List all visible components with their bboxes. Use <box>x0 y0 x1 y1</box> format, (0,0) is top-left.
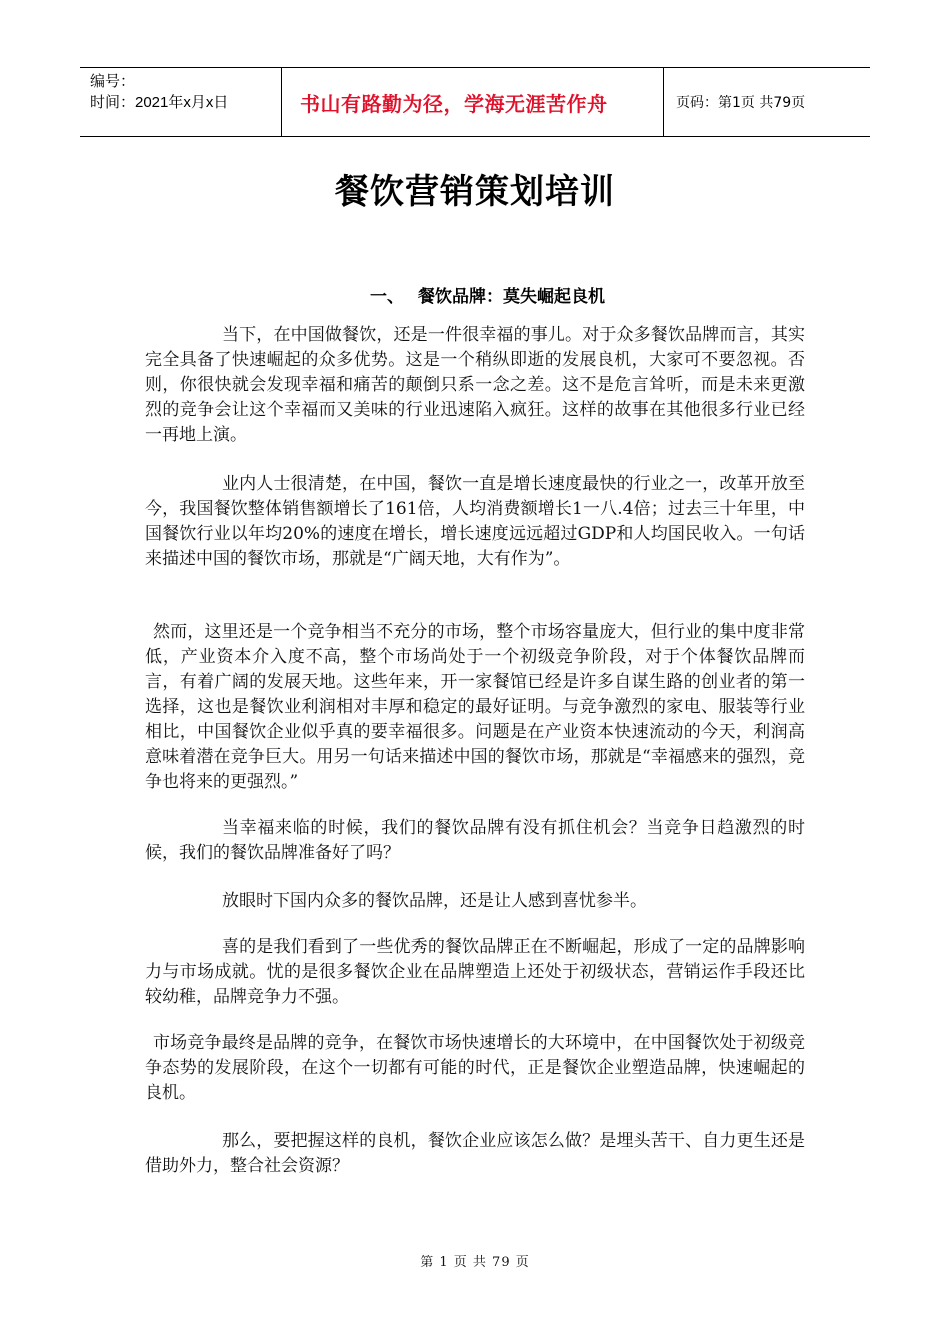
document-title: 餐饮营销策划培训 <box>335 172 615 212</box>
section-title-text: 餐饮品牌：莫失崛起良机 <box>418 287 605 307</box>
page-footer: 第 1 页 共 79 页 <box>420 1255 530 1270</box>
paragraph-6: 喜的是我们看到了一些优秀的餐饮品牌正在不断崛起，形成了一定的品牌影响力与市场成就。忧的是很多餐饮企业在品牌塑造上还处于初级状态，营销运作手段还比较幼稚，品牌竞争力不强。 <box>145 937 805 1007</box>
header-motto-cell <box>282 68 664 136</box>
paragraph-7: 市场竞争最终是品牌的竞争，在餐饮市场快速增长的大环境中，在中国餐饮处于初级竞争态势的发展阶段，在这个一切都有可能的时代，正是餐饮企业塑造品牌，快速崛起的良机。 <box>145 1033 805 1103</box>
number-label: 编号： <box>90 73 136 90</box>
paragraph-8: 那么，要把握这样的良机，餐饮企业应该怎么做？是埋头苦干、自力更生还是借助外力，整合社会资源？ <box>145 1131 805 1176</box>
paragraph-3: 然而，这里还是一个竞争相当不充分的市场，整个市场容量庞大，但行业的集中度非常低，产业资本介入度不高，整个市场尚处于一个初级竞争阶段，对于个体餐饮品牌而言，有着广阔的发展天地。这些年来，开一家餐馆已经是许多自谋生路的创业者的第一选择，这也是餐饮业利润相对丰厚和稳定的最好证明。与竞争激烈的家电、服装等行业相比，中国餐饮企业似乎真的要幸福很多。问题是在产业资本快速流动的今天，利润高意味着潜在竞争巨大。用另一句话来描述中国的餐饮市场，那就是“幸福感来的强烈，竞争也将来的更强烈。” <box>145 622 805 792</box>
paragraph-4: 当幸福来临的时候，我们的餐饮品牌有没有抓住机会？当竞争日趋激烈的时候，我们的餐饮品牌准备好了吗？ <box>145 818 805 863</box>
time-label: 时间：2021年x月x日 <box>90 94 229 111</box>
paragraph-1: 当下，在中国做餐饮，还是一件很幸福的事儿。对于众多餐饮品牌而言，其实完全具备了快速崛起的众多优势。这是一个稍纵即逝的发展良机，大家可不要忽视。否则，你很快就会发现幸福和痛苦的颠倒只系一念之差。这不是危言耸听，而是未来更激烈的竞争会让这个幸福而又美味的行业迅速陷入疯狂。这样的故事在其他很多行业已经一再地上演。 <box>145 325 805 445</box>
paragraph-5: 放眼时下国内众多的餐饮品牌，还是让人感到喜忧参半。 <box>222 891 647 911</box>
motto-text: 书山有路勤为径，学海无涯苦作舟 <box>300 91 608 116</box>
paragraph-2: 业内人士很清楚，在中国，餐饮一直是增长速度最快的行业之一，改革开放至今，我国餐饮整体销售额增长了161倍，人均消费额增长1一八.4倍；过去三十年里，中国餐饮行业以年均20%的速度在增长，增长速度远远超过GDP和人均国民收入。一句话来描述中国的餐饮市场，那就是“广阔天地，大有作为”。 <box>145 474 805 569</box>
section-heading <box>370 282 605 307</box>
header-page-info: 页码：第1页 共79页 <box>676 95 806 111</box>
header-page-cell <box>664 68 870 136</box>
header-meta-cell <box>80 68 282 136</box>
section-number: 一、 <box>370 287 404 307</box>
header-table <box>80 67 870 137</box>
